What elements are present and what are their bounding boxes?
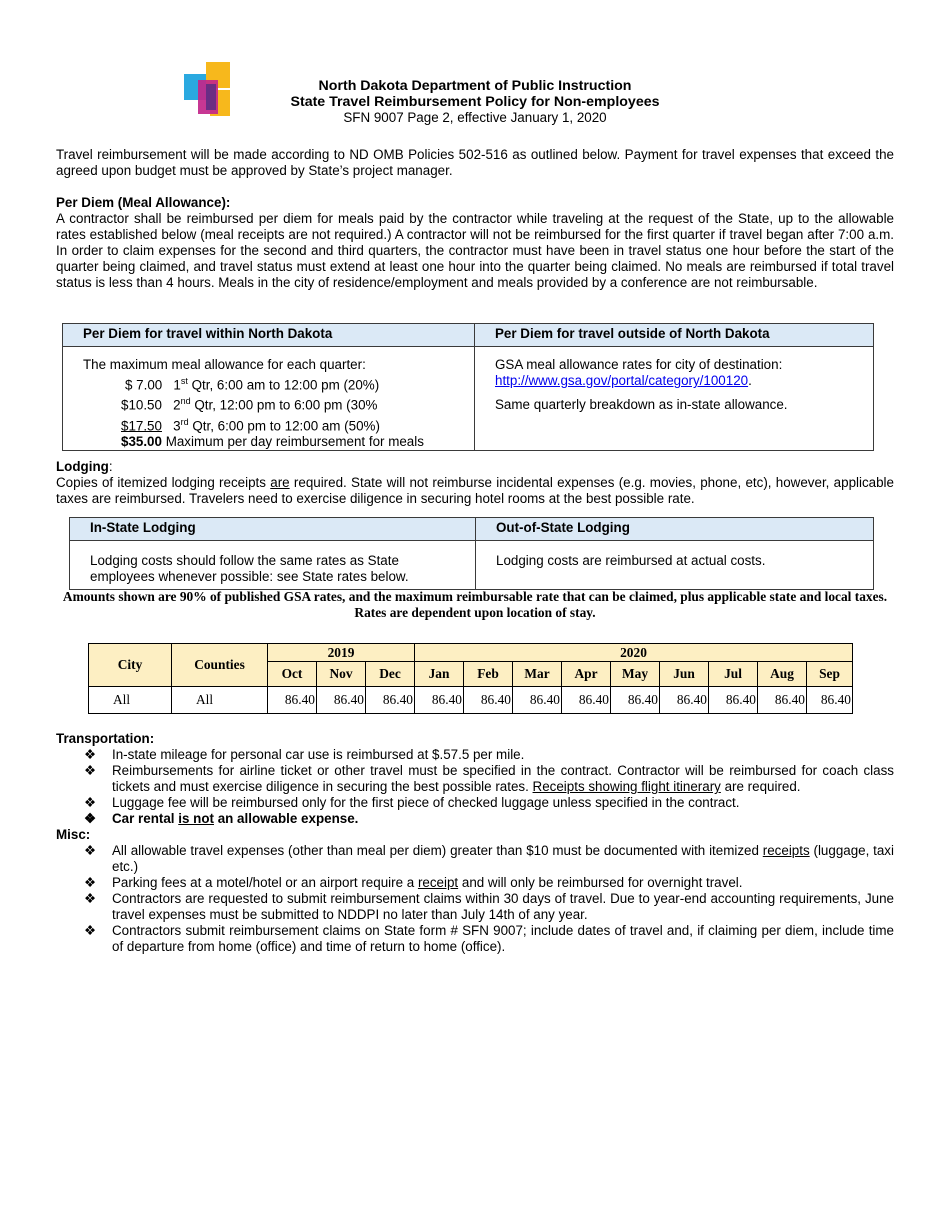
lodging-heading-colon: :	[108, 459, 113, 474]
rate-value-cell: 86.40	[268, 687, 317, 714]
misc-item-text: Parking fees at a motel/hotel or an airport require a	[112, 875, 415, 890]
misc-item-text: Contractors are requested to submit reimbursement claims within 30 days of travel. Due to year-end accounting requirements, June travel expenses must be submitted to NDDPI no later than July 14th of any year.	[112, 891, 894, 922]
lodging-body-b: required. State will not reimburse incidental expenses (e.g. movies, phone, etc), however, applicable taxes are reimbursed. Travelers need to exercise diligence in securing hotel rooms at the best possible rate.	[56, 475, 894, 506]
misc-item-text: All allowable travel expenses (other than meal per diem) greater than $10 must be documented with itemized	[112, 843, 759, 858]
rate-value-cell: 86.40	[317, 687, 366, 714]
out-state-lodging-header: Out-of-State Lodging	[476, 518, 874, 541]
gsa-link-period: .	[748, 373, 752, 388]
rate-value-cell: 86.40	[415, 687, 464, 714]
misc-item-text: and will only be reimbursed for overnight travel.	[461, 875, 743, 890]
transportation-item-text: In-state mileage for personal car use is reimbursed at $.57.5 per mile.	[112, 747, 525, 762]
list-item	[56, 875, 894, 891]
rate-value-cell: 86.40	[709, 687, 758, 714]
out-state-lodging-body: Lodging costs are reimbursed at actual costs.	[476, 541, 874, 590]
in-state-lodging-body: Lodging costs should follow the same rates as State employees whenever possible: see State rates below.	[70, 541, 476, 590]
month-header: Jan	[415, 662, 464, 687]
per-diem-section	[56, 195, 894, 291]
lodging-rates-table	[88, 643, 853, 714]
q2-line	[83, 393, 454, 413]
diamond-bullet-icon: ❖	[84, 763, 97, 778]
rate-value-cell: 86.40	[562, 687, 611, 714]
q1-sup: st	[180, 376, 188, 386]
transportation-item-text: an allowable expense.	[217, 811, 359, 826]
diamond-bullet-icon: ❖	[84, 747, 97, 762]
diamond-bullet-icon: ❖	[84, 891, 97, 906]
list-item	[56, 795, 894, 811]
rate-value-cell: 86.40	[611, 687, 660, 714]
lodging-heading-line	[56, 459, 894, 475]
q1-num: 1	[173, 377, 181, 393]
misc-item-underline: receipts	[762, 843, 810, 858]
transportation-item-text: Car rental	[112, 811, 175, 826]
misc-item-text: (luggage, taxi etc.)	[112, 843, 894, 874]
header-subtitle: SFN 9007 Page 2, effective January 1, 2020	[343, 110, 607, 125]
rate-value-cell: 86.40	[758, 687, 807, 714]
q1-amount: $ 7.00	[125, 377, 163, 393]
misc-heading: Misc:	[56, 827, 91, 842]
lodging-body-a: Copies of itemized lodging receipts	[56, 475, 266, 490]
header-title: North Dakota Department of Public Instruction	[318, 78, 632, 94]
q3-num: 3	[173, 418, 181, 434]
transportation-misc-section	[56, 731, 894, 955]
month-header: Aug	[758, 662, 807, 687]
transportation-item-underline: is not	[178, 811, 214, 826]
per-diem-in-state-cell	[63, 347, 475, 451]
rate-value-cell: 86.40	[513, 687, 562, 714]
diamond-bullet-icon: ❖	[84, 811, 97, 826]
header-policy-title: State Travel Reimbursement Policy for Non-employees	[290, 94, 660, 110]
q2-sup: nd	[180, 396, 191, 407]
lodging-body-are: are	[270, 475, 290, 490]
rate-city-cell: All	[89, 687, 172, 714]
list-item	[56, 891, 894, 923]
transportation-heading: Transportation:	[56, 731, 155, 746]
gsa-link-line	[495, 373, 853, 389]
month-header: Oct	[268, 662, 317, 687]
q3-line	[83, 414, 454, 434]
intro-paragraph: Travel reimbursement will be made according to ND OMB Policies 502-516 as outlined below. Payment for travel expenses that exceed the agreed upon budget must be approved by State’s project manager.	[56, 147, 894, 178]
table-row	[89, 687, 853, 714]
q2-text: Qtr, 12:00 pm to 6:00 pm (30%	[194, 397, 378, 413]
q3-sup: rd	[180, 416, 189, 427]
gsa-line: GSA meal allowance rates for city of destination:	[495, 357, 783, 372]
q1-line	[83, 373, 454, 393]
month-header: Jul	[709, 662, 758, 687]
per-diem-table	[62, 323, 874, 451]
list-item	[56, 811, 894, 827]
transportation-item-text: Reimbursements for airline ticket or other travel must be specified in the contract. Contractor will be reimbursed for coach class tickets and must exercise diligence in securing the best possible rates.	[112, 763, 894, 794]
per-diem-out-state-header: Per Diem for travel outside of North Dakota	[475, 324, 874, 347]
misc-item-text: Contractors submit reimbursement claims on State form # SFN 9007; include dates of travel and, if claiming per diem, include time of departure from home (office) and time of return to home (office).	[112, 923, 894, 954]
q1-text: Qtr, 6:00 am to 12:00 pm (20%)	[191, 377, 380, 393]
lodging-section	[56, 459, 894, 507]
rate-value-cell: 86.40	[807, 687, 853, 714]
list-item	[56, 923, 894, 955]
list-item	[56, 843, 894, 875]
month-header: Sep	[807, 662, 853, 687]
transportation-item-text: Luggage fee will be reimbursed only for the first piece of checked luggage unless specified in the contract.	[112, 795, 740, 810]
rate-value-cell: 86.40	[464, 687, 513, 714]
month-header: Jun	[660, 662, 709, 687]
transportation-item-text: are required.	[724, 779, 801, 794]
q3-amount: $17.50	[121, 418, 162, 434]
gsa-link[interactable]: http://www.gsa.gov/portal/category/100120	[495, 373, 749, 388]
year-2020-header: 2020	[415, 644, 853, 662]
diamond-bullet-icon: ❖	[84, 923, 97, 938]
city-header: City	[89, 644, 172, 687]
month-header: May	[611, 662, 660, 687]
q2-amount: $10.50	[121, 397, 162, 413]
year-2019-header: 2019	[268, 644, 415, 662]
q3-text: Qtr, 6:00 pm to 12:00 am (50%)	[192, 418, 380, 434]
transportation-item-underline: Receipts showing flight itinerary	[532, 779, 721, 794]
max-amount: $35.00	[121, 434, 162, 450]
same-breakdown-line: Same quarterly breakdown as in-state allowance.	[495, 397, 788, 412]
list-item	[56, 763, 894, 795]
diamond-bullet-icon: ❖	[84, 795, 97, 810]
lodging-table	[69, 517, 874, 590]
rate-value-cell: 86.40	[660, 687, 709, 714]
month-header: Dec	[366, 662, 415, 687]
month-header: Feb	[464, 662, 513, 687]
max-allowance-line: The maximum meal allowance for each quarter:	[83, 357, 366, 372]
q2-num: 2	[173, 397, 181, 413]
counties-header: Counties	[172, 644, 268, 687]
max-text: Maximum per day reimbursement for meals	[165, 434, 424, 450]
diamond-bullet-icon: ❖	[84, 843, 97, 858]
per-diem-out-state-cell	[475, 347, 874, 451]
per-diem-heading: Per Diem (Meal Allowance):	[56, 195, 231, 210]
month-header: Nov	[317, 662, 366, 687]
per-diem-in-state-header: Per Diem for travel within North Dakota	[63, 324, 475, 347]
max-per-day-line	[83, 434, 454, 450]
lodging-body	[56, 475, 894, 507]
document-header	[0, 78, 950, 126]
month-header: Mar	[513, 662, 562, 687]
rate-value-cell: 86.40	[366, 687, 415, 714]
rate-counties-cell: All	[172, 687, 268, 714]
lodging-rates-note: Amounts shown are 90% of published GSA rates, and the maximum reimbursable rate that can be claimed, plus applicable state and local taxes. Rates are dependent upon location of stay.	[62, 589, 888, 620]
month-header: Apr	[562, 662, 611, 687]
lodging-heading: Lodging	[56, 459, 109, 474]
misc-item-underline: receipt	[417, 875, 459, 890]
diamond-bullet-icon: ❖	[84, 875, 97, 890]
in-state-lodging-header: In-State Lodging	[70, 518, 476, 541]
list-item	[56, 747, 894, 763]
per-diem-body: A contractor shall be reimbursed per diem for meals paid by the contractor while traveling at the request of the State, up to the allowable rates established below (meal receipts are not required.) A contractor will not be reimbursed for the first quarter if travel began after 7:00 a.m. In order to claim expenses for the second and third quarters, the contractor must have been in travel status one hour before the start of the quarter being claimed, and travel status must extend at least one hour into the quarter being claimed. No meals are reimbursed if total travel status is less than 4 hours. Meals in the city of residence/employment and meals provided by a conference are not reimbursable.	[56, 211, 894, 290]
